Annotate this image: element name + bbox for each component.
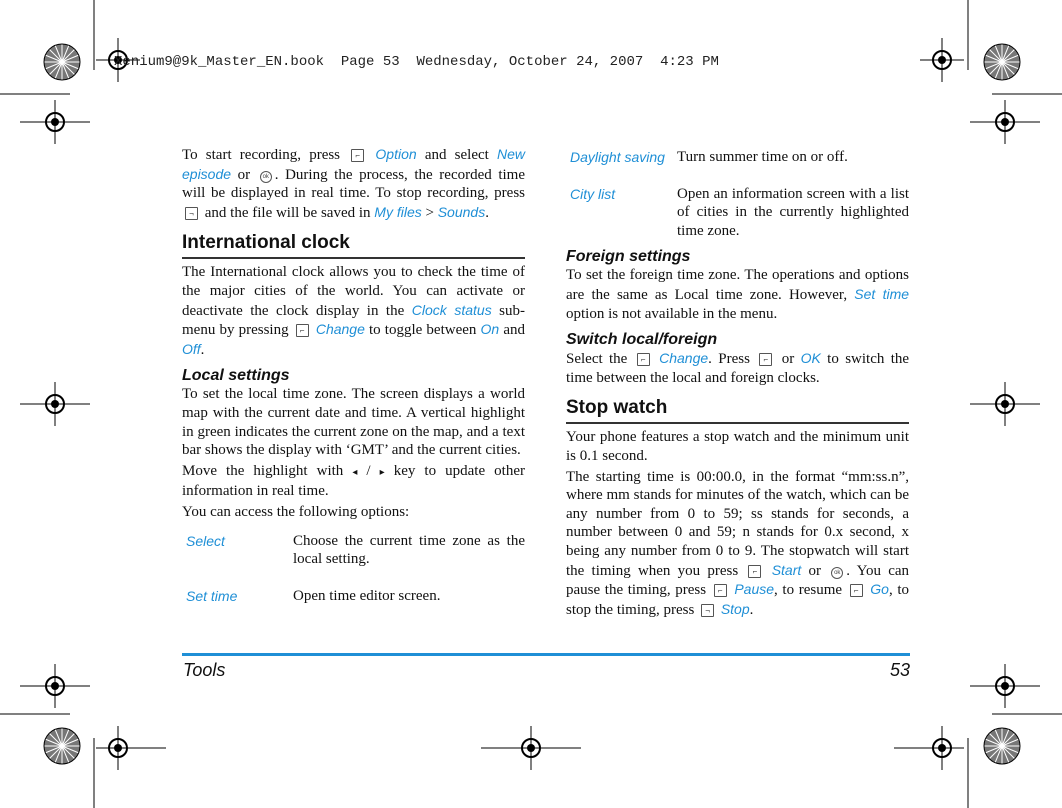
local-options-table <box>182 532 525 624</box>
left-soft-key-icon: ⌐ <box>748 565 761 578</box>
text: and the file will be saved in <box>204 204 371 221</box>
text: and <box>503 322 525 339</box>
text: sub-menu by pressing <box>182 302 526 339</box>
option-link: Option <box>375 146 417 162</box>
left-soft-key-icon: ⌐ <box>850 584 863 597</box>
go-link: Go <box>870 581 889 598</box>
options-intro: You can access the following options: <box>182 503 410 520</box>
international-clock-heading: International clock <box>182 232 525 259</box>
left-arrow-icon: ◂ <box>352 466 358 478</box>
text: The International clock allows you to check the time of the major cities of the world. You can activate or deactivate the clock display in the <box>182 264 525 319</box>
foreign-settings-paragraph <box>566 266 909 323</box>
text: . During the process, the recorded time will be displayed in real time. To stop recording, press <box>182 166 526 202</box>
text: Select the <box>566 351 628 368</box>
footer-section: Tools <box>183 660 226 680</box>
option-desc: Open time editor screen. <box>293 587 441 604</box>
text: . Press <box>708 351 750 368</box>
text: and select <box>424 147 489 163</box>
left-soft-key-icon: ⌐ <box>714 584 727 597</box>
print-header: Xenium9@9k_Master_EN.book Page 53 Wednesday, October 24, 2007 4:23 PM <box>114 54 719 70</box>
international-clock-paragraph <box>182 263 525 359</box>
table-row <box>566 185 909 247</box>
text: To set the foreign time zone. The operations and options are the same as Local time zone. However, <box>566 267 909 303</box>
text: > <box>425 204 434 221</box>
starburst-target-icon <box>984 728 1020 764</box>
highlight-paragraph <box>182 462 525 501</box>
registration-mark-icon <box>894 726 964 770</box>
registration-mark-icon <box>970 382 1040 426</box>
registration-mark-icon <box>920 38 964 82</box>
text: , to stop the timing, press <box>566 582 910 618</box>
text: The starting time is 00:00.0, in the format “mm:ss.n”, where mm stands for minutes of the watch, which can be any number from 0 to 59; ss stands for seconds, a number between 0 and 59; n stands for 0.x second, x being any number from 0 to 9. The stopwatch will start the timing when you press <box>566 468 909 579</box>
option-name: City list <box>570 185 616 202</box>
text: / <box>366 462 371 479</box>
text: or <box>781 351 795 368</box>
registration-mark-icon <box>20 100 90 144</box>
right-column <box>566 148 909 621</box>
stop-link: Stop <box>720 600 750 617</box>
text: or <box>237 166 251 183</box>
stop-watch-paragraph <box>566 468 909 620</box>
option-desc: Choose the current time zone as the local setting. <box>293 532 525 568</box>
text: . <box>485 204 489 221</box>
text: To start recording, press <box>182 147 341 163</box>
start-link: Start <box>771 561 802 578</box>
registration-mark-icon <box>96 726 166 770</box>
text: . <box>749 601 754 618</box>
registration-mark-icon <box>20 664 90 708</box>
right-soft-key-icon: ¬ <box>701 604 714 617</box>
right-soft-key-icon: ¬ <box>185 207 198 220</box>
table-row <box>566 148 909 185</box>
page-number: 53 <box>889 660 910 680</box>
text: or <box>808 562 821 579</box>
local-settings-heading: Local settings <box>182 367 290 385</box>
switch-paragraph <box>566 349 909 387</box>
text: Move the highlight with <box>182 462 344 479</box>
ok-key-icon: ok <box>260 171 272 183</box>
pause-link: Pause <box>734 581 775 598</box>
text: to switch the time between the local and foreign clocks. <box>566 351 910 386</box>
starburst-target-icon <box>984 44 1020 80</box>
right-arrow-icon: ▸ <box>379 466 385 478</box>
foreign-settings-heading: Foreign settings <box>566 248 691 266</box>
text: key to update other information in real time. <box>182 462 525 500</box>
option-name: Daylight saving <box>570 149 665 165</box>
my-files-link: My files <box>374 203 422 220</box>
text: . <box>200 341 205 358</box>
left-soft-key-icon: ⌐ <box>351 149 364 162</box>
registration-mark-icon <box>481 726 581 770</box>
footer-rule <box>182 653 910 656</box>
registration-mark-icon <box>970 664 1040 708</box>
switch-heading: Switch local/foreign <box>566 331 718 349</box>
registration-mark-icon <box>20 382 90 426</box>
text: option is not available in the menu. <box>566 305 778 322</box>
table-row <box>182 532 525 587</box>
new-episode-link: New episode <box>182 146 526 182</box>
ok-key-icon: ok <box>831 567 843 579</box>
option-desc: Turn summer time on or off. <box>677 149 848 165</box>
set-time-link: Set time <box>854 285 910 302</box>
left-column <box>182 145 525 623</box>
left-soft-key-icon: ⌐ <box>296 324 309 337</box>
stop-watch-intro: Your phone features a stop watch and the minimum unit is 0.1 second. <box>566 429 909 464</box>
more-options-table <box>566 148 909 246</box>
table-row <box>182 587 525 624</box>
left-soft-key-icon: ⌐ <box>759 353 772 366</box>
clock-status-link: Clock status <box>411 301 492 318</box>
on-link: On <box>480 321 500 338</box>
text: to toggle between <box>369 322 477 339</box>
text: , to resume <box>774 582 843 599</box>
change-link: Change <box>659 350 709 367</box>
local-settings-paragraph: To set the local time zone. The screen displays a world map with the current date and time. A vertical highlight in green indicates the current zone on the map, and a text bar shows the display with ‘GMT’ and the current cities. <box>182 386 525 459</box>
option-desc: Open an information screen with a list of cities in the currently highlighted time zone. <box>677 185 909 239</box>
left-soft-key-icon: ⌐ <box>637 353 650 366</box>
recording-paragraph <box>182 145 525 222</box>
option-name: Set time <box>186 587 238 604</box>
stop-watch-heading: Stop watch <box>566 397 909 424</box>
change-link: Change <box>315 321 365 338</box>
option-name: Select <box>186 532 225 549</box>
sounds-link: Sounds <box>437 203 486 220</box>
starburst-target-icon <box>44 728 80 764</box>
text: . You can pause the timing, press <box>566 562 910 599</box>
ok-link: OK <box>800 350 821 367</box>
registration-mark-icon <box>970 100 1040 144</box>
off-link: Off <box>182 340 201 357</box>
starburst-target-icon <box>44 44 80 80</box>
